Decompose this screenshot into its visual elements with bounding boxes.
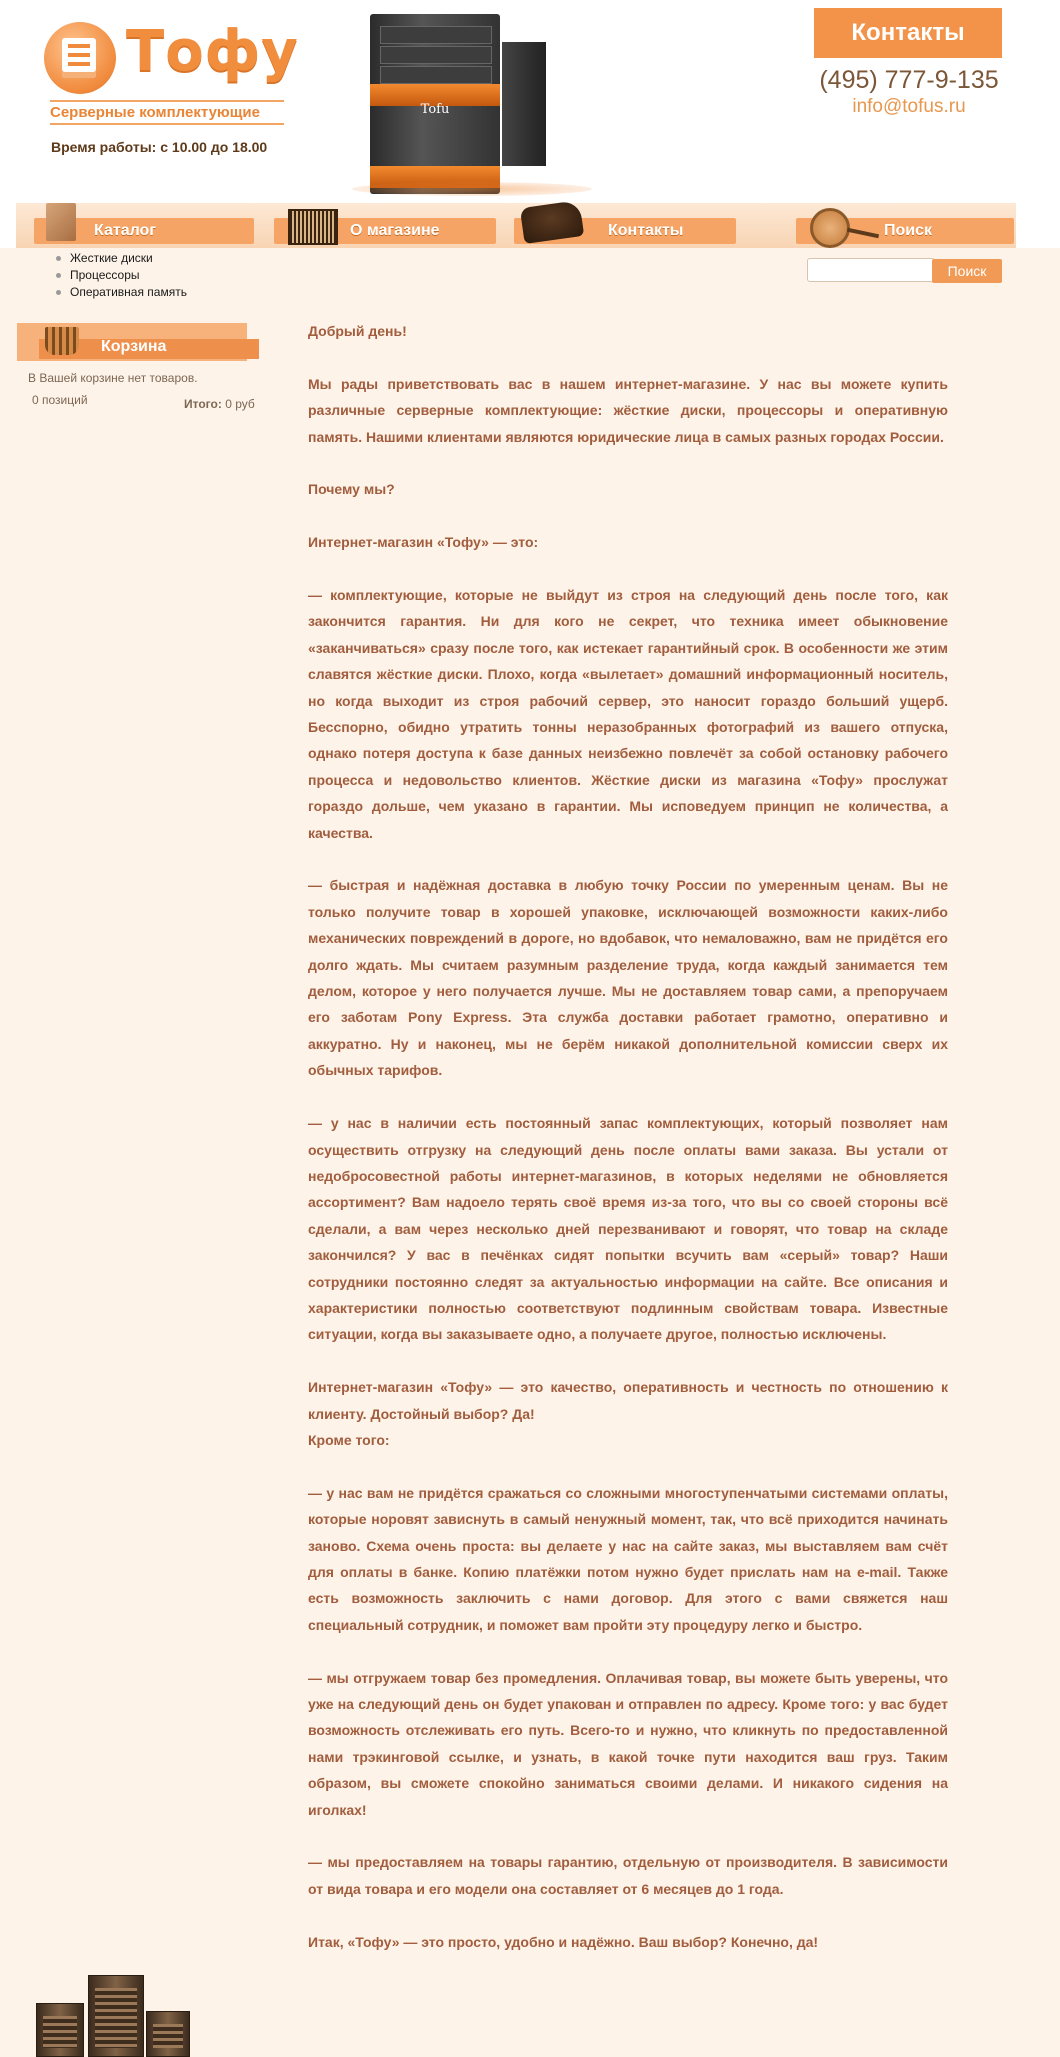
nav-label-search: Поиск: [884, 222, 933, 239]
main-nav: [16, 203, 1016, 248]
logo-subtitle: Серверные комплектующие: [50, 100, 284, 125]
cart-count: 0 позиций: [32, 393, 88, 407]
site-header: [0, 0, 1060, 248]
site-logo[interactable]: [44, 18, 299, 123]
nav-label-catalog: Каталог: [94, 222, 156, 239]
email-link[interactable]: info@tofus.ru: [852, 96, 966, 117]
bullet-icon: [56, 290, 61, 295]
cart-total: [184, 397, 255, 411]
catalog-item-label: Процессоры: [70, 268, 140, 282]
benefit-paragraph: — у нас вам не придётся сражаться со сложными многоступенчатыми системами оплаты, которые норовят зависнуть в самый ненужный момент, так, что всё приходится начинать заново. Схема очень проста: вы делаете у нас на сайте заказ, мы выставляем вам счёт для оплаты в банке. Копию платёжки потом нужно будет прислать нам на e-mail. Также есть возможность заключить с нами договор. Для этого с вами свяжется наш специальный сотрудник, и поможет вам пройти эту процедуру легко и быстро.: [308, 1484, 948, 1633]
catalog-icon: [46, 203, 76, 241]
cart-empty-text: В Вашей корзине нет товаров.: [28, 371, 198, 385]
main-content: [308, 318, 948, 1981]
benefit-paragraph: — мы предоставляем на товары гарантию, отдельную от производителя. В зависимости от вида товара и его модели она составляет от 6 месяцев до 1 года.: [308, 1854, 948, 1897]
catalog-item-cpu[interactable]: [54, 267, 187, 284]
closing-paragraph: Итак, «Тофу» — это просто, удобно и надёжно. Ваш выбор? Конечно, да!: [308, 1933, 819, 1950]
benefit-paragraph: — быстрая и надёжная доставка в любую точку России по умеренным ценам. Вы не только получите товар в хорошей упаковке, исключающей возможности каких-либо механических повреждений в дороге, но вдобавок, что немаловажно, вам не придётся его долго ждать. Мы считаем разумным разделение труда, когда каждый занимается тем делом, которое у него получается лучше. Мы не доставляем товар сами, а препоручаем его заботам Pony Express. Эта служба доставки работает грамотно, оперативно и аккуратно. Ну и наконец, мы не берём никакой дополнительной комиссии сверх их обычных тарифов.: [308, 877, 948, 1079]
work-hours: Время работы: с 10.00 до 18.00: [51, 139, 268, 155]
catalog-list: [54, 250, 187, 301]
greeting: Добрый день!: [308, 323, 407, 339]
benefit-paragraph: — комплектующие, которые не выйдут из строя на следующий день после того, как закончится гарантия. Ни для кого не секрет, что техника имеет обыкновение «заканчиваться» сразу после того, как истекает гарантийный срок. В особенности же этим славятся жёсткие диски. Плохо, когда «вылетает» домашний информационный носитель, но когда выходит из строя рабочий сервер, это наносит гораздо больший ущерб. Бесспорно, обидно утратить тонны неразобранных фотографий из вашего отпуска, однако потеря доступа к базе данных неизбежно повлечёт за собой остановку рабочего процесса и недовольство клиентов. Жёсткие диски из магазина «Тофу» прослужат гораздо дольше, чем указано в гарантии. Мы исповедуем принцип не количества, а качества.: [308, 587, 948, 841]
why-us-heading: Почему мы?: [308, 481, 395, 498]
search-input[interactable]: [807, 258, 935, 282]
basket-icon: [45, 327, 79, 355]
store-is-heading: Интернет-магазин «Тофу» — это:: [308, 534, 539, 551]
benefit-paragraph: — у нас в наличии есть постоянный запас комплектующих, который позволяет нам осуществить отгрузку на следующий день после оплаты вами заказа. Вы устали от недобросовестной работы интернет-магазинов, в которых неделями не обновляется ассортимент? Вам надоело терять своё время из-за того, что вы со своей стороны всё сделали, а вам через несколько дней перезванивают и говорят, что товар на складе закончился? У вас в печёнках сидят попытки всучить вам «серый» товар? Наши сотрудники постоянно следят за актуальностью информации на сайте. Все описания и характеристики полностью соответствуют подлинным свойствам товара. Известные ситуации, когда вы заказываете одно, а получаете другое, полностью исключены.: [308, 1115, 948, 1343]
cart-title: Корзина: [101, 338, 167, 355]
search-button[interactable]: Поиск: [932, 259, 1002, 283]
contacts-header-button[interactable]: Контакты: [814, 8, 1002, 58]
bullet-icon: [56, 256, 61, 261]
bullet-icon: [56, 273, 61, 278]
barcode-icon: [288, 209, 338, 245]
intro-paragraph: Мы рады приветствовать вас в нашем интернет-магазине. У нас вы можете купить различные серверные комплектующие: жёсткие диски, процессоры и оперативную память. Нашими клиентами являются юридические лица в самых разных городах России.: [308, 375, 948, 445]
cart-header: [17, 323, 247, 361]
cart-total-label: Итого:: [184, 397, 222, 411]
catalog-item-label: Оперативная память: [70, 285, 187, 299]
logo-name: Тофу: [126, 19, 299, 84]
server-logo-icon: [44, 22, 116, 94]
summary-paragraph: Интернет-магазин «Тофу» — это качество, оперативность и честность по отношению к клиенту. Достойный выбор? Да! Кроме того:: [308, 1379, 948, 1448]
catalog-item-ram[interactable]: [54, 284, 187, 301]
catalog-item-hdd[interactable]: [54, 250, 187, 267]
magnifier-icon: [810, 208, 850, 248]
hero-server-label: Tofu: [420, 102, 450, 117]
phone-number[interactable]: (495) 777-9-135: [819, 66, 999, 94]
cart-total-value: 0 руб: [225, 397, 255, 411]
nav-label-about: О магазине: [350, 222, 440, 239]
benefit-paragraph: — мы отгружаем товар без промедления. Оплачивая товар, вы можете быть уверены, что уже на следующий день он будет упакован и отправлен по адресу. Кроме того: у вас будет возможность отслеживать его путь. Всего-то и нужно, что кликнуть по предоставленной нами трэкинговой ссылке, и узнать, в какой точке пути находится ваш груз. Таким образом, вы сможете спокойно заниматься своими делами. И никакого сидения на иголках!: [308, 1669, 948, 1818]
nav-label-contacts: Контакты: [608, 222, 684, 239]
server-hero-image: [352, 14, 592, 194]
catalog-item-label: Жесткие диски: [70, 251, 153, 265]
servers-image: [36, 1960, 192, 2057]
